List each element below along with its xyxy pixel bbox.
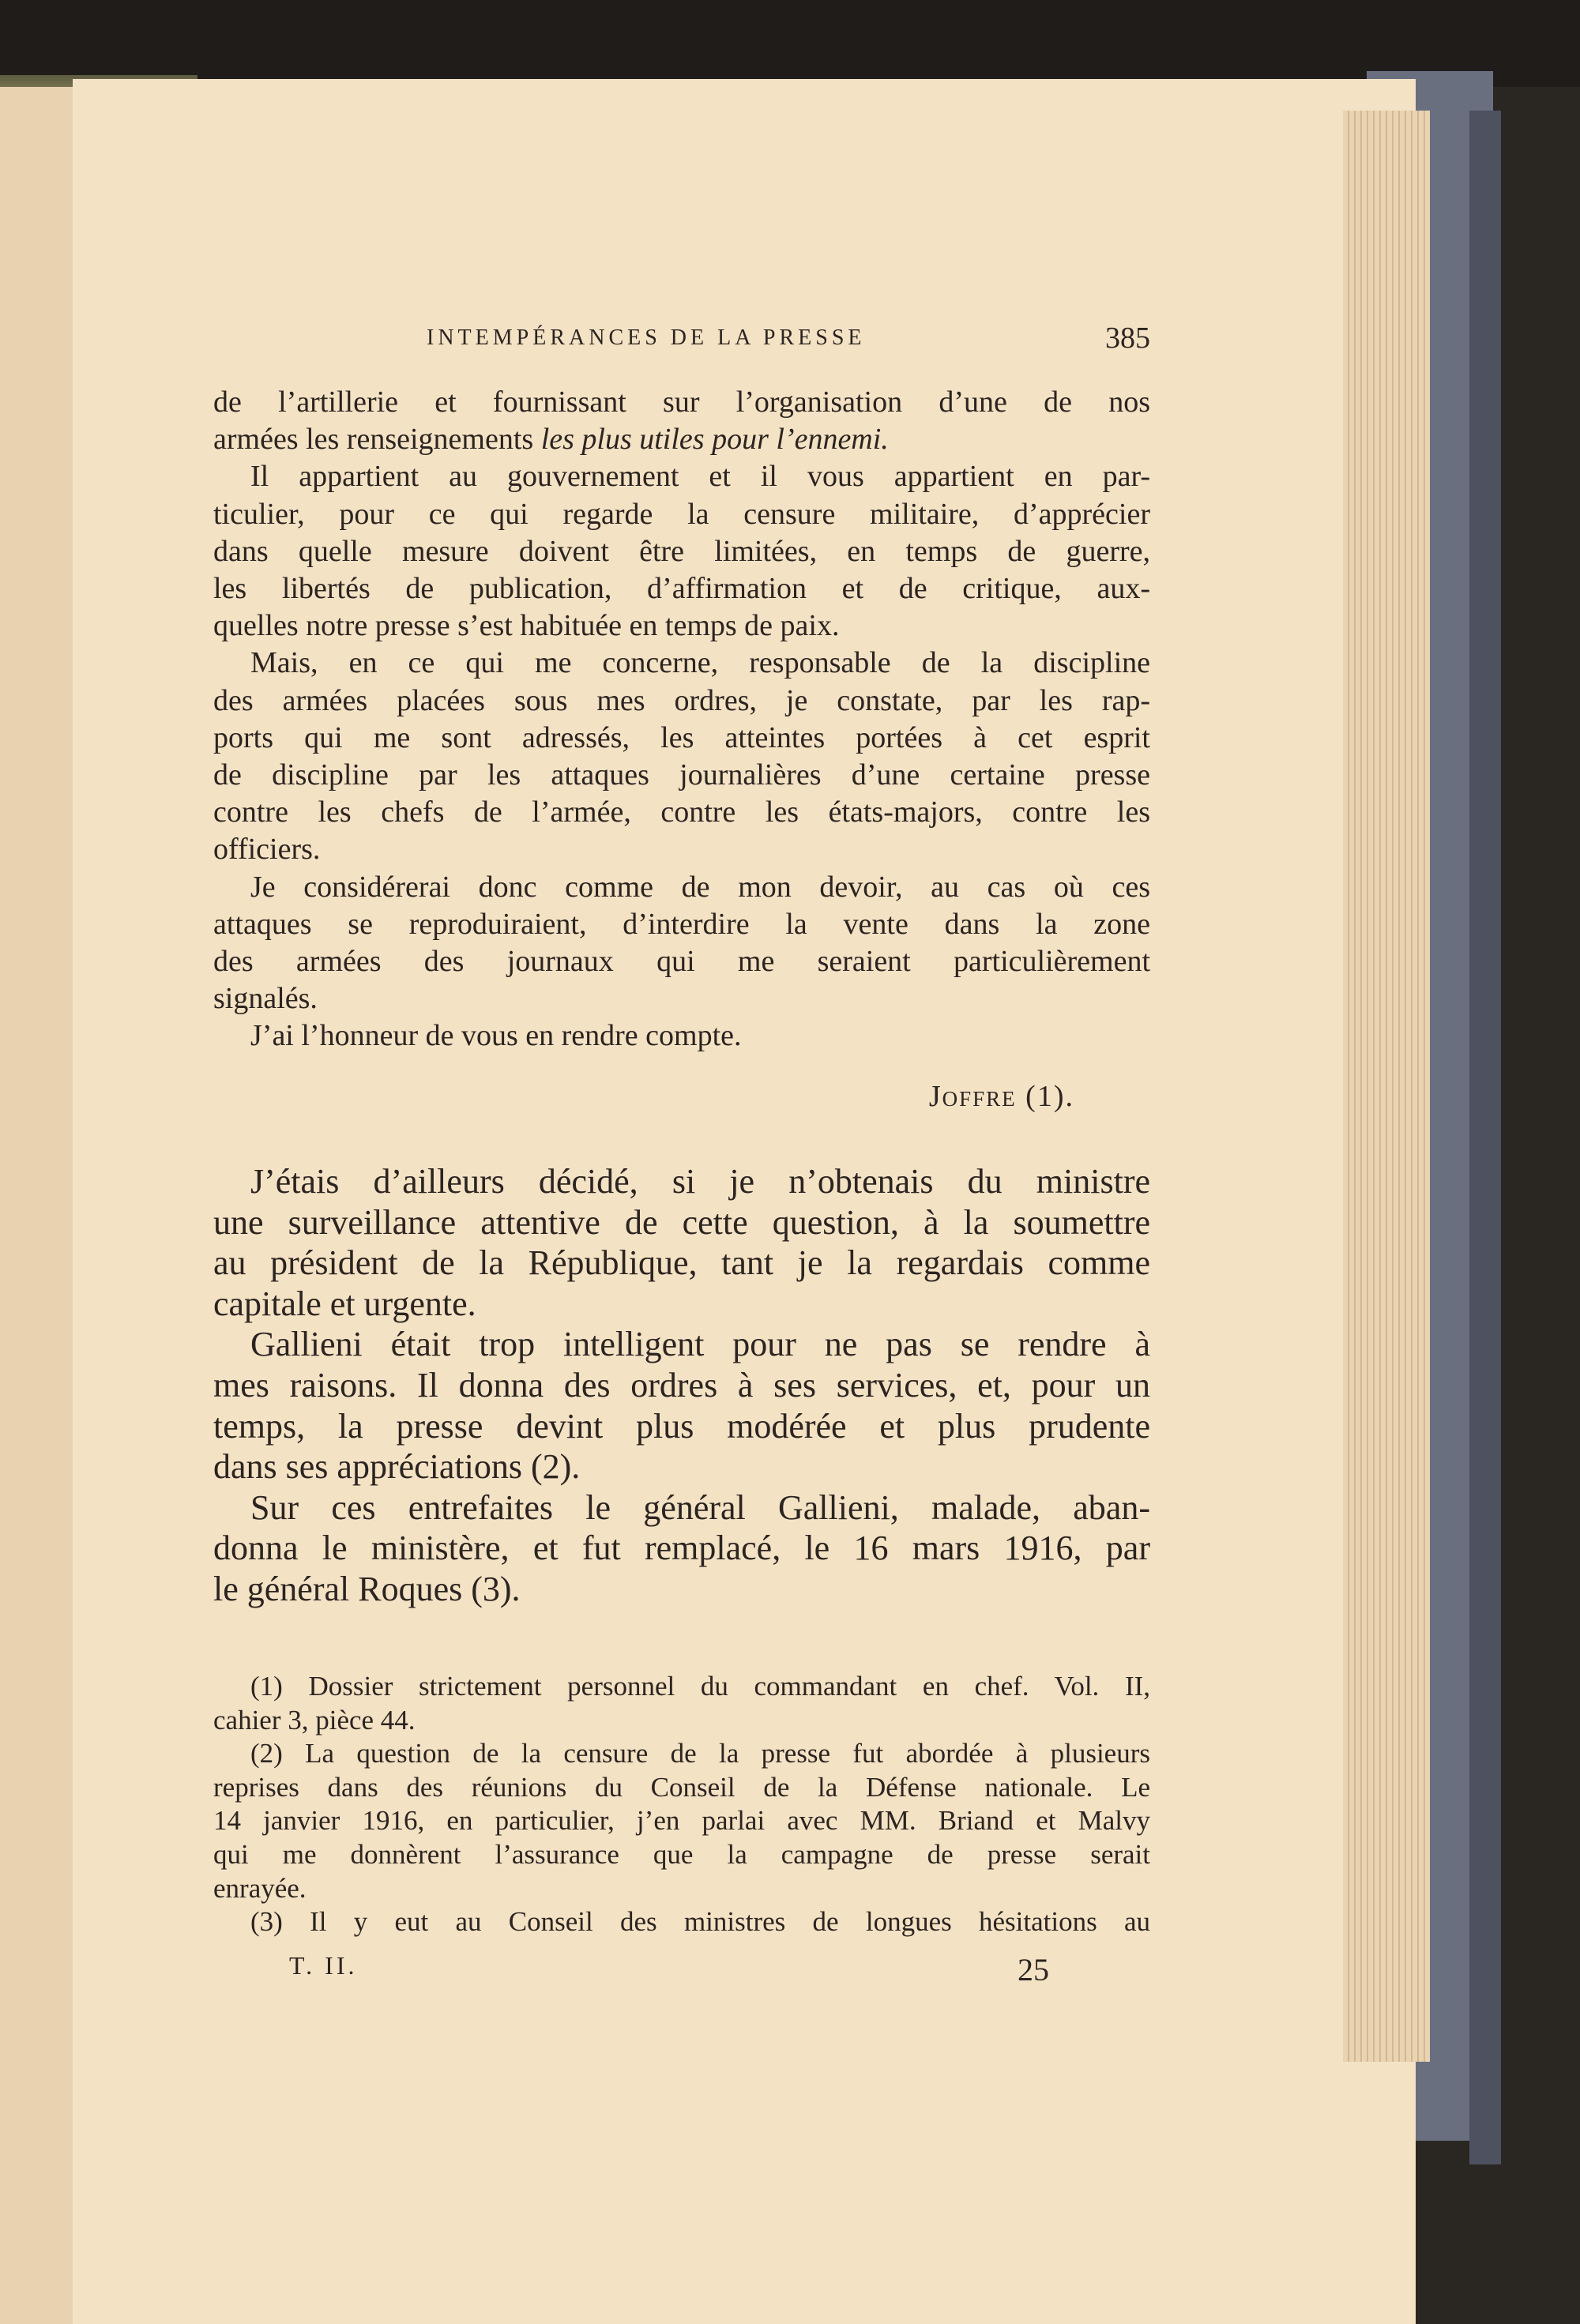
text-line: de discipline par les attaques journalières d’une certaine presse <box>213 758 1150 792</box>
text-line: signalés. <box>213 982 318 1016</box>
volume-signature: T. II. <box>289 1951 358 1980</box>
text-line: J’ai l’honneur de vous en rendre compte. <box>250 1019 742 1053</box>
text-line: contre les chefs de l’armée, contre les états-majors, contre les <box>213 795 1150 829</box>
text-line: 14 janvier 1916, en particulier, j’en parlai avec MM. Briand et Malvy <box>213 1805 1150 1837</box>
paragraph <box>213 384 1150 458</box>
signature-joffre: Joffre (1). <box>928 1080 1074 1113</box>
text-line <box>213 421 1150 458</box>
text-line: qui me donnèrent l’assurance que la campagne de presse serait <box>213 1838 1150 1870</box>
text-line: officiers. <box>213 833 321 867</box>
text-line: Mais, en ce qui me concerne, responsable de la discipline <box>250 646 1150 680</box>
text-line: capitale et urgente. <box>213 1284 476 1323</box>
text-line: ticulier, pour ce qui regarde la censure militaire, d’apprécier <box>213 497 1150 531</box>
text-line: des armées des journaux qui me seraient particulièrement <box>213 945 1150 979</box>
paragraph <box>213 1670 1150 1737</box>
text-line: (3) Il y eut au Conseil des ministres de longues hésitations au <box>250 1906 1150 1938</box>
text-line: reprises dans des réunions du Conseil de la Défense nationale. Le <box>213 1771 1150 1803</box>
running-header <box>213 319 1150 357</box>
facing-page-edge <box>0 87 75 2324</box>
page-number: 385 <box>1105 322 1150 355</box>
paragraph <box>213 1737 1150 1905</box>
text-line: des armées placées sous mes ordres, je constate, par les rap- <box>213 683 1150 717</box>
running-title: INTEMPÉRANCES DE LA PRESSE <box>427 325 866 350</box>
sheet-number: 25 <box>1018 1952 1049 1987</box>
text-line: enrayée. <box>213 1872 307 1904</box>
text-line: Gallieni était trop intelligent pour ne pas se rendre à <box>250 1325 1150 1364</box>
text-line: une surveillance attentive de cette question, à la soumettre <box>213 1202 1150 1242</box>
scan-background-top <box>0 0 1580 87</box>
text-line: mes raisons. Il donna des ordres à ses services, et, pour un <box>213 1365 1150 1405</box>
text-line: quelles notre presse s’est habituée en temps de paix. <box>213 609 840 643</box>
text-line: temps, la presse devint plus modérée et plus prudente <box>213 1406 1150 1446</box>
italic-text: les plus utiles pour l’ennemi. <box>540 423 889 457</box>
paragraph <box>213 1487 1150 1610</box>
paragraph <box>213 1905 1150 1939</box>
paragraph <box>213 1017 1150 1055</box>
book-cover-shadow <box>1469 111 1501 2164</box>
main-text <box>213 1161 1150 1610</box>
text-line: Sur ces entrefaites le général Gallieni, malade, aban- <box>250 1487 1150 1527</box>
text-line: les libertés de publication, d’affirmation et de critique, aux- <box>213 572 1150 606</box>
text-line: (2) La question de la censure de la presse fut abordée à plusieurs <box>250 1738 1150 1769</box>
text-line: cahier 3, pièce 44. <box>213 1704 416 1735</box>
text-line: attaques se reproduiraient, d’interdire la vente dans la zone <box>213 907 1150 941</box>
text-line: au président de la République, tant je la regardais comme <box>213 1243 1150 1283</box>
paragraph <box>213 458 1150 645</box>
page-edges <box>1343 111 1430 2062</box>
text-line: ports qui me sont adressés, les atteintes portées à cet esprit <box>213 720 1150 754</box>
text-line: (1) Dossier strictement personnel du commandant en chef. Vol. II, <box>250 1671 1150 1702</box>
paragraph <box>213 645 1150 868</box>
letter-text <box>213 384 1150 1055</box>
text-line: de l’artillerie et fournissant sur l’organisation d’une de nos <box>213 385 1150 419</box>
footnotes <box>213 1670 1150 1939</box>
text-line: Je considérerai donc comme de mon devoir, au cas où ces <box>250 870 1150 904</box>
roman-text: armées les renseignements <box>213 423 541 457</box>
text-line: le général Roques (3). <box>213 1569 521 1608</box>
text-line: dans quelle mesure doivent être limitées, en temps de guerre, <box>213 534 1150 568</box>
text-line: J’étais d’ailleurs décidé, si je n’obtenais du ministre <box>250 1162 1150 1201</box>
text-line: dans ses appréciations (2). <box>213 1447 581 1487</box>
paragraph <box>213 869 1150 1018</box>
text-line: donna le ministère, et fut remplacé, le 16 mars 1916, par <box>213 1529 1150 1568</box>
paragraph <box>213 1161 1150 1324</box>
text-line: Il appartient au gouvernement et il vous appartient en par- <box>250 460 1150 494</box>
paragraph <box>213 1324 1150 1487</box>
